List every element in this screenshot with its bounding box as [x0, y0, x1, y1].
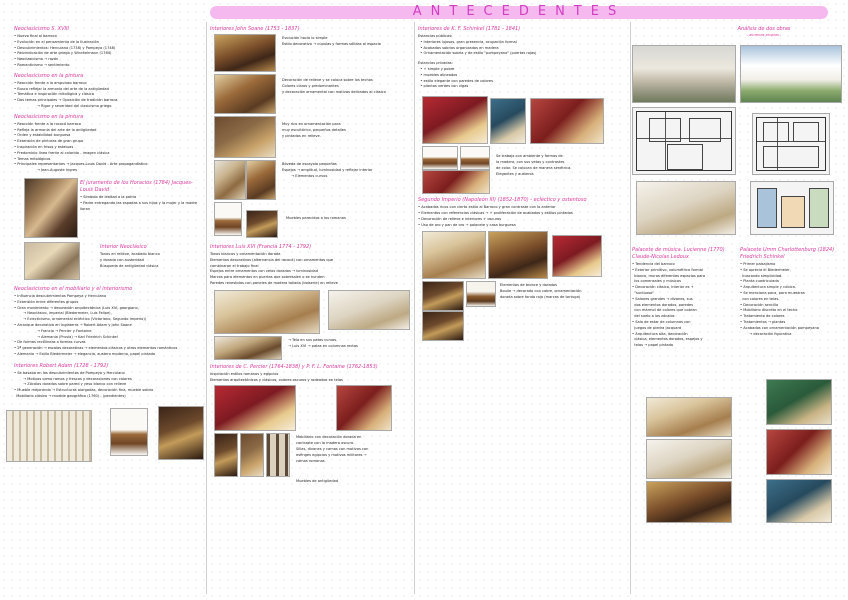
section-body: Mobiliario con decoración dorada en contraste con la madera oscura. Sillas, divanes y camas con motivos con esfinges egipcios y motivos militares → camas romanas.	[296, 435, 369, 463]
charlottenburg-plan-image	[752, 113, 830, 175]
section-neoclasicismo-pintura-2	[14, 114, 204, 174]
section-body: • Nuevo final al barroco • Evolución en el pensamiento de la Ilustración • Descubrimientos: Herculano (1738) y Pompeya (1748) • Reivindicación de arte griego y Winckelmann (1764) • Neoclasicismo → razón • Romanticismo → sentimiento	[14, 34, 116, 67]
section-palacete-musica	[632, 245, 736, 349]
section-heading: Palacete Umm Charlottenburg (1824) Friedrich Schinkel	[740, 247, 835, 260]
section-neoclasicismo-pintura-1	[14, 73, 204, 110]
palacete-interior-2-image	[646, 439, 732, 479]
soane-row-3	[210, 116, 412, 158]
palacete-section-image	[636, 181, 736, 235]
soane-row-4	[210, 160, 412, 200]
section-heading: Interiores de K. F. Schinkel (1781 - 1841)	[418, 26, 521, 32]
section-luis-xvi	[210, 244, 412, 287]
section-body: Estancias públicas: • Interiores lujosos, gran presencia, ocupación formal • Acabados sobrios organizados en madera • Ornamentación sobria y de estilo "pompeyano" (puertas rojas)	[418, 34, 537, 56]
section-john-soane	[210, 26, 412, 33]
column-divider	[206, 22, 207, 594]
imperio-red-room-image	[552, 235, 602, 277]
percier-furniture-1-image	[214, 433, 238, 477]
section-body: Elementos de bronce y dorados Boulle → decorado con cobre, ornamentación dorada sobre fondo rojo (marcas de tortuga)	[500, 283, 582, 299]
section-body: • Símbolo de lealtad a la patria • Padre entregando las espadas a sus hijos y la mujer y la madre lloran	[80, 194, 198, 211]
soane-dome-image	[214, 160, 246, 200]
boulle-furniture-image	[422, 311, 464, 341]
percier-bed-image	[336, 385, 392, 431]
section-heading: Interiores Robert Adam (1728 - 1792)	[14, 362, 109, 369]
section-body: • Primer paisajismo • Se aprecia el Biedermeier, buscando simplicidad. • Planta cuadriculada • Arquitectura simple y cúbica. • Se menciona poca, para muestras con colores en telas. • Decoración sencilla • Mobiliario discreto en el techo • Tratamiento de colores • Tratamientos → plantas • Acabados con ornamentación pompeyana → decoración figurativa	[740, 262, 819, 336]
section-percier-fontaine	[210, 364, 412, 384]
column-divider	[414, 22, 415, 594]
schinkel-red-salon-image	[530, 98, 604, 144]
section-heading: Interiores John Soane (1753 - 1837)	[210, 26, 300, 32]
palacete-plan-image	[632, 107, 736, 175]
section-segundo-imperio	[418, 197, 630, 228]
imperio-table-image	[466, 281, 496, 307]
section-horacios	[14, 178, 204, 240]
analisis-gallery	[632, 41, 840, 241]
section-interior-neoclasico	[14, 242, 204, 282]
section-heading: Palacete de música. Lucienne (1770) Claude-Nicolas Ledoux	[632, 247, 725, 260]
section-body: → Tela en sus patas curvas. → Luis XVI → patas en columnas rectas	[288, 337, 358, 348]
schinkel-chairs-2-image	[460, 146, 490, 170]
palacete-interior-3-image	[646, 481, 732, 523]
robert-adam-gallery	[14, 404, 204, 462]
boulle-cabinet-image	[422, 281, 464, 311]
section-body: • Reacción frente a lo ampuloso barroco • Busca reflejar la armonía del arte de la antigüedad • Temática e inspiración mitológica y clásica • Dos temas principales → Oposición de tradición barroca → Rigor y severidad del clasicismo griego	[14, 80, 118, 108]
section-heading: Neoclasicismo en la pintura	[14, 72, 84, 79]
soane-ceiling-image	[214, 74, 276, 114]
soane-row-5	[210, 202, 412, 238]
charlottenburg-blue-room-image	[766, 479, 832, 523]
column-2	[210, 24, 412, 600]
section-body: • Reacción frente a lo rococó barroco • Refleja la armonía del arte de la antigüedad • Orden y estabilidad burguesa • Extensión de pinturas de gran grupo • Inspiración en frisos y estatuas • Predominio línea frente al colorido - imagen clásica • Temas mitológicos • Principales representantes → Jacques-Louis David - Arte propagandístico → Jean-Auguste Ingres	[14, 121, 148, 173]
section-schinkel	[418, 26, 630, 90]
robert-adam-chair-image	[110, 408, 148, 456]
column-divider	[630, 22, 631, 594]
luis-xvi-salon-image	[214, 290, 320, 334]
percier-gallery	[210, 385, 412, 479]
column-3	[418, 24, 630, 600]
section-body: Inspiración estilos romanos y egipcios Elementos arquitectónicos y clásicos, colores oscuros y rodeados en telas	[210, 371, 343, 382]
section-body: Tonos blancos y ornamentación dorada Elementos decorativos (alternancia del rococó) con ornamentos que combinaron el trabajo final Espejos entre ornamentos con velos dorados → luminosidad Marcos para elementos en puertas que sobresalen o se hunden Paredes revestidas con paneles de madera tallada (boiserie) en relieve	[210, 252, 338, 285]
painting-horacios-image	[24, 178, 78, 238]
robert-adam-cabinet-image	[158, 406, 204, 460]
section-heading: Interior Neoclásico	[100, 243, 147, 250]
section-heading: Neoclasicismo en el mobiliario y el interiorismo	[14, 285, 133, 292]
palacete-exterior-image	[632, 45, 736, 103]
palacete-interior-1-image	[646, 397, 732, 437]
section-body: • Se basaba en los descubrimientos de Pompeya y Herculano → Motivos como ramos y frescos y decoraciones con colores → Zócalos dorados sobre pared y yeso blanco con relieve • Mueble mejorando → Estructuras alargadas, decoración fina, mueble sobrio Mobiliario clásico → mueble geográfico (1760) - (pendientes)	[14, 370, 154, 398]
section-body: Decoración de relieve y se coloca sobre los techos Colores claros y predominantes y decoración ornamental con motivos delicados al clásico	[282, 78, 386, 94]
percier-room-image	[214, 385, 296, 431]
luis-xvi-boiserie-image	[328, 290, 410, 330]
percier-furniture-2-image	[240, 433, 264, 477]
column-4	[632, 24, 840, 600]
section-body: • Acabados ricos con cierto estilo al Barroco y gran contraste con lo anterior • Elementos con referencias clásicas → + proliferación de acabados y estilos pintados • Decoración de relieve e interiores + oscuros • Uso de oro y pan de oro → palacete y casa burguesa	[418, 205, 573, 227]
schinkel-chairs-image	[422, 146, 458, 170]
interior-neoclasico-image	[24, 242, 80, 280]
charlottenburg-green-room-image	[766, 379, 832, 425]
schinkel-blue-room-image	[490, 98, 526, 144]
soane-room-image	[214, 34, 276, 72]
section-heading: Análisis de dos obras	[737, 26, 791, 32]
section-mobiliario	[14, 286, 204, 358]
column-1	[14, 24, 204, 600]
luis-xvi-gallery	[210, 290, 412, 360]
section-body: Muebles parecidos a los romanos	[286, 216, 346, 220]
percier-furniture-3-image	[266, 433, 290, 477]
section-heading: Interiores Luis XVI (Francia 1774 - 1792)	[210, 244, 312, 250]
section-heading: Interiores de C. Percier (1764-1838) y P. F. L. Fontaine (1762-1853)	[210, 363, 378, 370]
segundo-imperio-gallery	[418, 231, 630, 341]
schinkel-gallery	[418, 96, 630, 192]
section-heading: Neoclasicismo en la pintura	[14, 113, 84, 120]
robert-adam-hall-image	[6, 410, 92, 462]
charlottenburg-exterior-image	[740, 45, 842, 103]
section-robert-adam	[14, 363, 204, 400]
charlottenburg-section-image	[750, 181, 834, 235]
page-title: ANTECEDENTES	[412, 4, 626, 19]
soane-chair-image	[214, 202, 242, 236]
section-body: Bóveda de escayola pequeñas Espejos → amplitud, luminosidad y reflejar interior → Elementos curvos	[282, 162, 373, 178]
section-body: Se trabaja con ambiente y formas de la madera, con sus vetas y contrastes de color. Se colocan de manera simétrica. Elegantes y austeros	[496, 154, 572, 176]
section-heading: El juramento de los Horacios (1784) Jacques-Louis David	[80, 179, 193, 193]
section-heading: Segundo Imperio (Napoleón III) (1852-1870) - ecléctico y ostentoso	[418, 197, 587, 204]
section-body: • Influencia descubrimientos Pompeya y Herculano • Extensión entre diferentes grupos • Gran movimiento → decoración arquitectónica (Luis XVI, georgiano, → Neoclásico, imperial (Biedermeier, Luis Felipe), → Eclecticismo, ornamental ecléctico (Victoriano, Segundo Imperio)) • Arranque decorativo en Inglaterra → Robert Adam y John Soane → Francia → Percier y Fontaine → Alemania (Prusia) → Karl Friedrich Schinkel • De formas rectilíneas a formas curvas • 2ª generación → escalas decorativas → elementos clásicos y otros elementos románticos • Alemania → Estilo Biedermeier → elegancia, austero moderno, papel pintado	[14, 293, 178, 356]
imperio-salon-image	[422, 231, 486, 279]
section-body: Evolución hacia lo simple Estilo decorativo → cúpulas y formas sólidas al espacio	[282, 36, 381, 46]
section-body: • Tendencia del barroco • Exterior primitivo, volumétrico formal blanco, muros diferentes espacios para los comensales y músicos • Decoración clásica, interior es + "suntuoso" • Salones grandes → divanes, sus dos elementos dorados, paredes con mármol de colores que cobran del suelo a los zócalos • Sala de estar de columnas con juegos de piedra Jacquard • Arquitectura alta, decoración clásica, elementos dorados, espejos y telas → papel pintado	[632, 262, 706, 348]
section-heading: Neoclasicismo S. XVIII	[14, 26, 69, 32]
analisis-details	[632, 245, 840, 575]
section-charlottenburg	[740, 245, 840, 337]
soane-row-2	[210, 74, 412, 114]
schinkel-red-room-image	[422, 96, 488, 144]
charlottenburg-red-room-image	[766, 429, 832, 475]
section-body: Muebles de antigüedad	[296, 479, 339, 484]
soane-row-1	[210, 34, 412, 72]
schinkel-interior-image	[422, 170, 490, 194]
section-neoclasicismo	[14, 26, 204, 69]
soane-library-image	[214, 116, 276, 158]
imperio-gallery-image	[488, 231, 548, 279]
section-body: Tonos en relieve, acabado blanco y dorado con austeridad Búsqueda de antigüedad clásica	[100, 251, 160, 268]
section-body: Muy rico en ornamentación para muy escultórico, pequeños detalles y pintados en relieve.	[282, 122, 346, 138]
section-body: Estancias privadas: • + simple y pobre • muebles alineados • estilo elegante con paredes de colores • plantas verdes con vigas	[418, 61, 494, 89]
section-subheading: - alumnas propias -	[746, 33, 782, 37]
section-analisis	[688, 26, 840, 39]
luis-xvi-table-image	[214, 336, 282, 360]
soane-corridor-image	[246, 160, 276, 200]
soane-cabinet-image	[246, 210, 278, 238]
